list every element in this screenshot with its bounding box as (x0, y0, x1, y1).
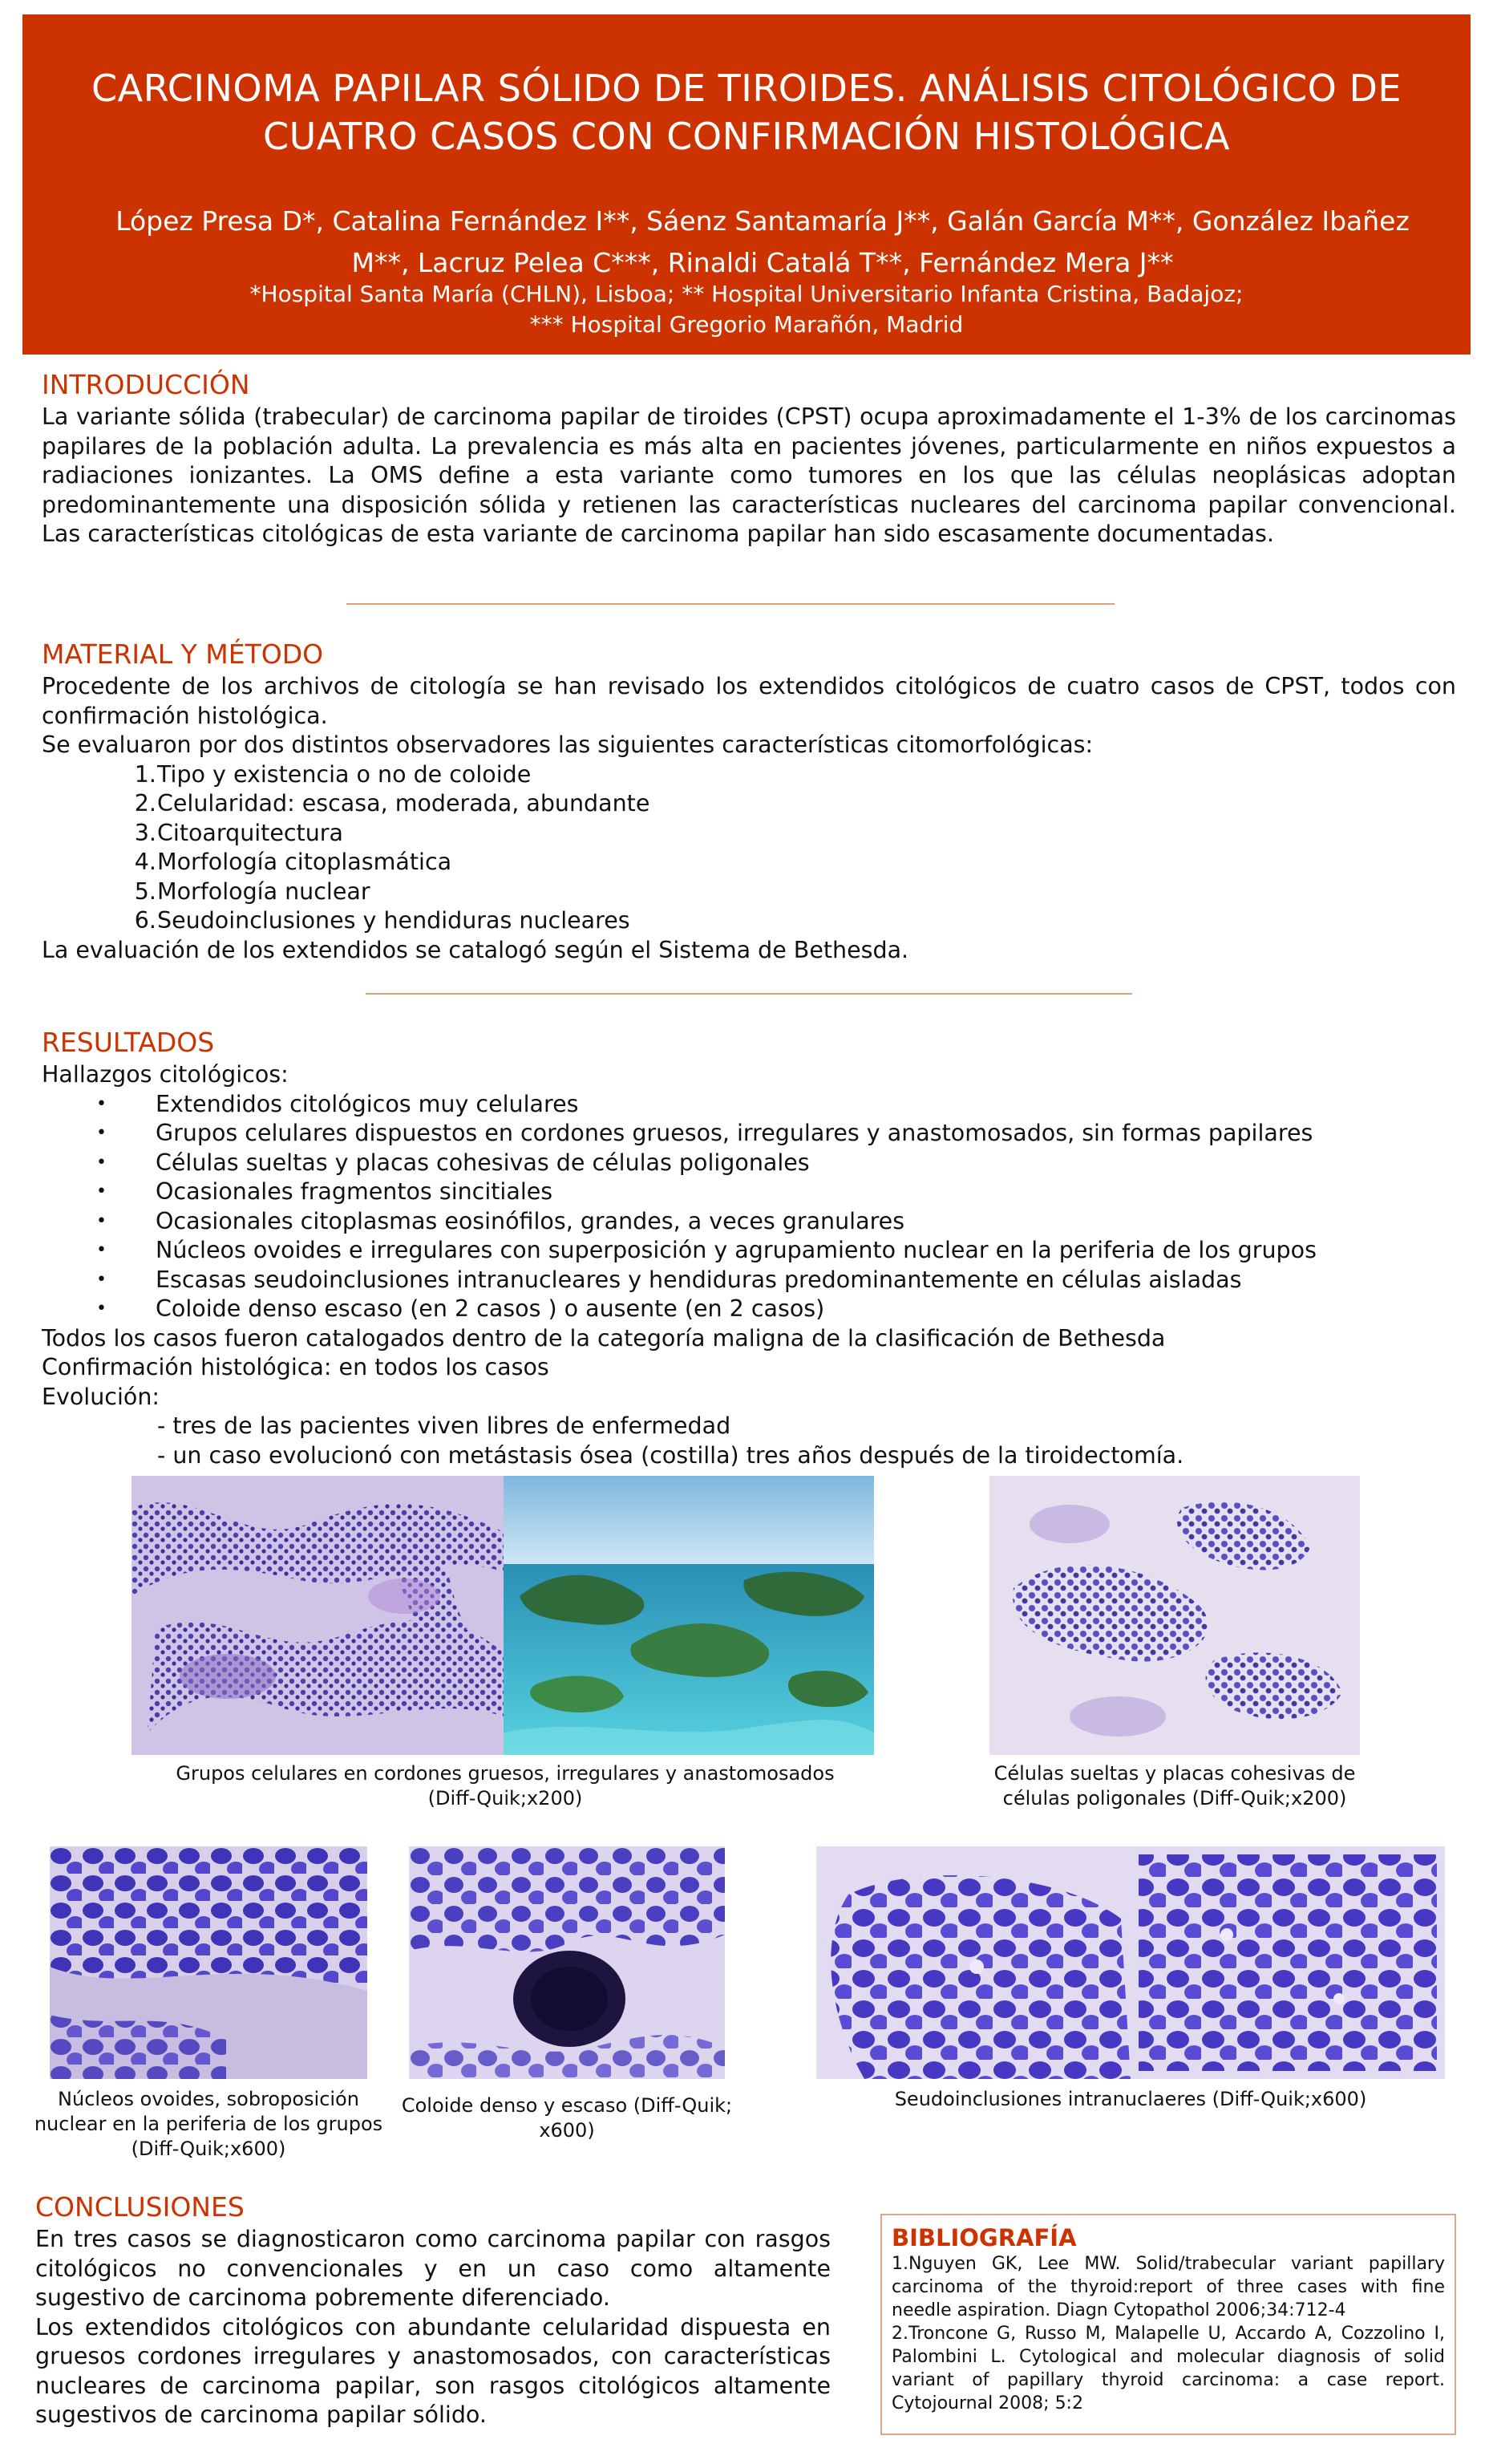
bullet: • (96, 1123, 107, 1143)
list-item (42, 1207, 1456, 1237)
list-number: 5. (134, 877, 156, 905)
list-text: Núcleos ovoides e irregulares con superposición y agrupamiento nuclear en la periferia de los grupos (156, 1237, 1317, 1263)
list-text: Celularidad: escasa, moderada, abundante (157, 790, 650, 817)
intro-heading: INTRODUCCIÓN (42, 369, 250, 400)
list-item (42, 1149, 1456, 1178)
authors: López Presa D*, Catalina Fernández I**, Sáenz Santamaría J**, Galán García M**, González Ibañez M**, Lacruz Pelea C***, Rinaldi Catalá T**, Fernández Mera J** (115, 205, 1410, 278)
results-line: Evolución: (42, 1383, 160, 1410)
conclusions-heading: CONCLUSIONES (35, 2191, 245, 2223)
poster-title: CARCINOMA PAPILAR SÓLIDO DE TIROIDES. ANÁLISIS CITOLÓGICO DE CUATRO CASOS CON CONFIRMACIÓN HISTOLÓGICA (91, 67, 1402, 158)
conclusions-section (35, 2225, 831, 2430)
intro-text: La variante sólida (trabecular) de carcinoma papilar de tiroides (CPST) ocupa aproximadamente el 1-3% de los carcinomas papilares de la población adulta. La prevalencia es más alta en pacientes jóvenes, particularmente en niños expuestos a radiaciones ionizantes. La OMS define a esta variante como tumores en los que las células neoplásicas adoptan predominantemente una disposición sólida y retienen las características nucleares del carcinoma papilar convencional. Las características citológicas de esta variante de carcinoma papilar han sido escasamente documentadas. (42, 403, 1456, 547)
reference: 1.Nguyen GK, Lee MW. Solid/trabecular variant papillary carcinoma of the thyroid:report of three cases with fine needle aspiration. Diagn Cytopathol 2006;34:712-4 (892, 2254, 1445, 2320)
affiliations (55, 279, 1438, 340)
bibliography-box (880, 2214, 1456, 2435)
methods-paragraph: La evaluación de los extendidos se catalogó según el Sistema de Bethesda. (42, 936, 909, 963)
list-number: 2. (134, 790, 156, 817)
cytology-image-6 (1131, 1846, 1445, 2079)
list-text: Células sueltas y placas cohesivas de células poligonales (156, 1149, 810, 1176)
list-number: 4. (134, 849, 156, 875)
list-text: Citoarquitectura (157, 819, 343, 846)
section-divider (346, 603, 1115, 605)
bullet: • (96, 1152, 107, 1173)
bullet: • (96, 1299, 107, 1319)
list-item (42, 1266, 1456, 1295)
bullet: • (96, 1181, 107, 1202)
results-heading: RESULTADOS (42, 1027, 215, 1058)
list-item (42, 877, 1456, 907)
figure-caption: Coloide denso y escaso (Diff-Quik; x600) (401, 2094, 733, 2142)
methods-list (42, 760, 1456, 936)
section-divider (366, 993, 1132, 995)
list-item (42, 819, 1456, 849)
figure-caption: Células sueltas y placas cohesivas de células poligonales (Diff-Quik;x200) (993, 1762, 1356, 1810)
cytology-image-4 (409, 1846, 725, 2079)
bullet: • (96, 1210, 107, 1231)
list-item (42, 848, 1456, 877)
cytology-image-1 (132, 1476, 504, 1755)
methods-section (42, 672, 1456, 965)
list-text: Morfología citoplasmática (157, 849, 452, 875)
poster-header (22, 14, 1471, 355)
results-list (42, 1090, 1456, 1324)
list-item (42, 789, 1456, 819)
bullet: • (96, 1269, 107, 1290)
results-line: Todos los casos fueron catalogados dentro de la categoría maligna de la clasificación de Bethesda (42, 1324, 1166, 1352)
evolution-list (42, 1412, 1456, 1470)
list-text: Ocasionales citoplasmas eosinófilos, grandes, a veces granulares (156, 1207, 905, 1234)
figure-caption: Núcleos ovoides, sobroposición nuclear en la periferia de los grupos (Diff-Quik;x600) (34, 2088, 383, 2160)
list-number: 3. (134, 819, 156, 846)
affiliation-line: *Hospital Santa María (CHLN), Lisboa; ** Hospital Universitario Infanta Cristina, Badajoz; (249, 281, 1244, 307)
list-item: - tres de las pacientes viven libres de enfermedad (157, 1412, 731, 1439)
list-item (42, 906, 1456, 936)
cytology-image-2 (989, 1476, 1360, 1755)
methods-heading: MATERIAL Y MÉTODO (42, 638, 324, 670)
cytology-image-5 (816, 1846, 1131, 2079)
conclusions-paragraph: Los extendidos citológicos con abundante celularidad dispuesta en gruesos cordones irregulares y anastomosados, con características nucleares de carcinoma papilar, son rasgos citológicos altamente sugestivos de carcinoma papilar sólido. (35, 2313, 831, 2428)
figure-caption: Seudoinclusiones intranuclaeres (Diff-Quik;x600) (894, 2088, 1367, 2110)
methods-paragraph: Procedente de los archivos de citología se han revisado los extendidos citológicos de cuatro casos de CPST, todos con confirmación histológica. (42, 673, 1456, 729)
reference: 2.Troncone G, Russo M, Malapelle U, Accardo A, Cozzolino I, Palombini L. Cytological and molecular diagnosis of solid variant of papillary thyroid carcinoma: a case report. Cytojournal 2008; 5:2 (892, 2324, 1445, 2413)
figure-caption: Grupos celulares en cordones gruesos, irregulares y anastomosados (Diff-Quik;x200) (176, 1762, 835, 1810)
list-text: Extendidos citológicos muy celulares (156, 1090, 579, 1117)
island-photo (504, 1476, 874, 1755)
conclusions-paragraph: En tres casos se diagnosticaron como carcinoma papilar con rasgos citológicos no convencionales y en un caso como altamente sugestivo de carcinoma pobremente diferenciado. (35, 2226, 831, 2311)
list-item (42, 1119, 1456, 1149)
list-text: Tipo y existencia o no de coloide (157, 760, 532, 788)
list-text: Ocasionales fragmentos sincitiales (156, 1178, 553, 1205)
list-item (42, 1236, 1456, 1266)
list-text: Seudoinclusiones y hendiduras nucleares (157, 907, 630, 934)
list-text: Grupos celulares dispuestos en cordones gruesos, irregulares y anastomosados, sin formas papilares (156, 1120, 1313, 1146)
results-section (42, 1060, 1456, 1470)
list-item (42, 1090, 1456, 1120)
list-item: - un caso evolucionó con metástasis ósea (costilla) tres años después de la tiroidectomía. (157, 1441, 1184, 1469)
bullet: • (96, 1093, 107, 1114)
list-number: 6. (134, 907, 156, 934)
results-line: Confirmación histológica: en todos los casos (42, 1354, 549, 1380)
methods-paragraph: Se evaluaron por dos distintos observadores las siguientes características citomorfológicas: (42, 732, 1094, 758)
results-lead: Hallazgos citológicos: (42, 1061, 289, 1088)
list-item (42, 1177, 1456, 1207)
list-item (42, 1295, 1456, 1324)
cytology-image-3 (50, 1846, 367, 2079)
list-text: Coloide denso escaso (en 2 casos ) o ausente (en 2 casos) (156, 1295, 825, 1322)
affiliation-line: *** Hospital Gregorio Marañón, Madrid (529, 311, 964, 338)
list-item (42, 760, 1456, 790)
list-text: Escasas seudoinclusiones intranucleares y hendiduras predominantemente en células aisladas (156, 1266, 1242, 1293)
list-text: Morfología nuclear (157, 877, 370, 905)
list-number: 1. (134, 760, 156, 788)
bullet: • (96, 1240, 107, 1260)
bibliography-heading: BIBLIOGRAFÍA (892, 2224, 1077, 2251)
